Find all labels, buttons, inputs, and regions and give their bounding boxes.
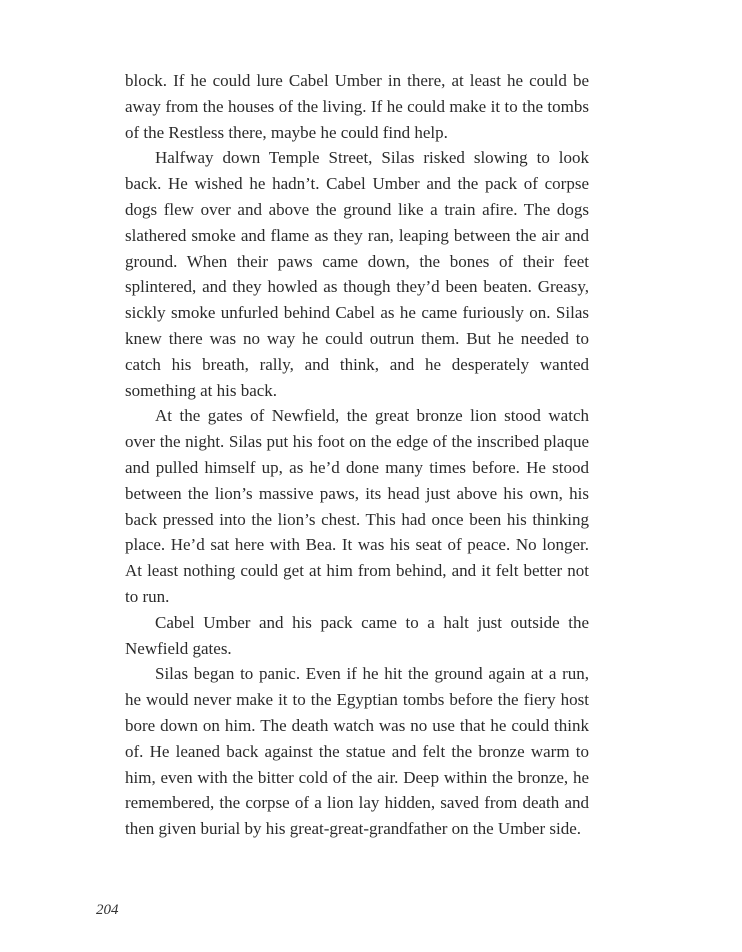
paragraph: Cabel Umber and his pack came to a halt just outside the Newfield gates. xyxy=(125,612,589,658)
paragraph: Silas began to panic. Even if he hit the ground again at a run, he would never make it to the Egyptian tombs before the fiery host bore down on him. The death watch was no use that he could think of. He leaned back against the statue and felt the bronze warm to him, even with the bitter cold of the air. Deep within the bronze, he remembered, the corpse of a lion lay hidden, saved from death and then given burial by his great-great-grandfather on the Umber side. xyxy=(125,664,589,839)
page-number: 204 xyxy=(96,902,119,918)
body-text xyxy=(125,68,589,842)
paragraph: Halfway down Temple Street, Silas risked slowing to look back. He wished he hadn’t. Cabel Umber and the pack of corpse dogs flew over and above the ground like a train afire. The dogs slathered smoke and flame as they ran, leaping between the air and ground. When their paws came down, the bones of their feet splintered, and they howled as though they’d been beaten. Greasy, sickly smoke unfurled behind Cabel as he came furiously on. Silas knew there was no way he could outrun them. But he needed to catch his breath, rally, and think, and he desperately wanted something at his back. xyxy=(125,148,589,400)
paragraph: At the gates of Newfield, the great bronze lion stood watch over the night. Silas put his foot on the edge of the inscribed plaque and pulled himself up, as he’d done many times before. He stood between the lion’s massive paws, its head just above his own, his back pressed into the lion’s chest. This had once been his thinking place. He’d sat here with Bea. It was his seat of peace. No longer. At least nothing could get at him from behind, and it felt better not to run. xyxy=(125,406,589,606)
paragraph-continued: block. If he could lure Cabel Umber in there, at least he could be away from the houses of the living. If he could make it to the tombs of the Restless there, maybe he could find help. xyxy=(125,71,589,142)
